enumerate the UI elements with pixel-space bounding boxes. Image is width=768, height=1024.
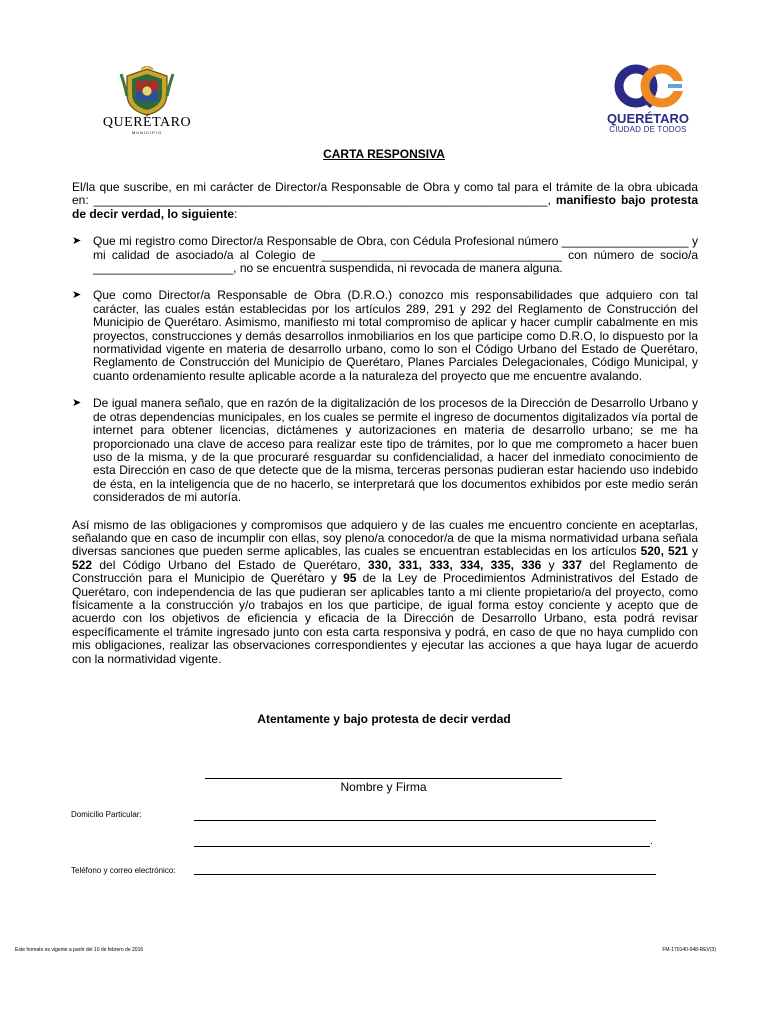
right-logo-sub: CIUDAD DE TODOS [609, 125, 687, 134]
intro-text: El/la que suscribe, en mi carácter de Director/a Responsable de Obra y como tal para el trámite de la obra ubicada en: ____________________________________________________________________, [72, 180, 698, 208]
domicilio-line-2 [194, 846, 650, 847]
signature-line [205, 778, 562, 779]
para-bold: 520, 521 [640, 544, 688, 559]
para-bold: 522 [72, 557, 93, 572]
item-registro-text: Que mi registro como Director/a Responsable de Obra, con Cédula Profesional número ___________________ y mi calidad de asociado/a al Colegio de ____________________________________ con número de socio/a _____________________, no se encuentra suspendida, ni revocada de manera alguna. [93, 234, 698, 276]
telefono-line [194, 874, 656, 875]
domicilio-end-dot: . [650, 836, 653, 847]
qc-logo-icon [612, 64, 684, 110]
right-logo-name: QUERÉTARO [606, 111, 690, 126]
document-title: CARTA RESPONSIVA [323, 147, 445, 161]
domicilio-line-1 [194, 820, 656, 821]
para-text: Así mismo de las obligaciones y compromisos que adquiero y de las cuales me encuentro conciente en aceptarlas, señalando que en caso de incumplir con ellas, soy pleno/a conocedor/a de que la misma normatividad urbana señala diversas sanciones que pueden serme aplicables, las cuales se encuentran establecidas en los artículos [72, 517, 698, 559]
para-text: de la Ley de Procedimientos Administrativos del Estado de Querétaro, con independencia de las que pudieran ser aplicables tanto a mi cliente propietario/a del proyecto, como físicamente a la construcción y/o trabajos en los que participe, de igual forma estoy conciente y acepto que de acuerdo con los objetivos de eficiencia y eficacia de la Dirección de Desarrollo Urbano, esta podrá revisar específicamente el trámite ingresado junto con esta carta responsiva y podrá, en caso de que no haya cumplido con mis obligaciones, realizar las observaciones correspondientes y ejecutar las acciones a que haya lugar de acuerdo con la normatividad vigente. [72, 571, 698, 666]
left-logo-sub: MUNICIPIO [131, 130, 163, 135]
footer-vigencia: Este formato es vigente a partir del 10 de febrero de 2016 [15, 947, 144, 953]
obligaciones-paragraph [72, 519, 698, 666]
para-text: y [541, 557, 562, 572]
list-item [72, 289, 698, 383]
document-body [72, 181, 698, 666]
closing-statement: Atentamente y bajo protesta de decir verdad [257, 712, 511, 726]
intro-paragraph [72, 181, 698, 221]
ciudad-de-todos-logo [602, 64, 694, 136]
intro-bold: manifiesto bajo protesta de decir verdad, lo siguiente [72, 193, 698, 221]
para-bold: 337 [561, 557, 583, 572]
footer-form-code: FM-170140-048-REV(3) [662, 947, 716, 953]
left-logo-name: QUERÉTARO [102, 115, 192, 130]
coat-of-arms-icon [119, 66, 175, 116]
arrow-bullet-icon: ➤ [72, 289, 82, 302]
para-bold: 95 [343, 571, 357, 586]
list-item [72, 397, 698, 504]
arrow-bullet-icon: ➤ [72, 397, 82, 410]
para-text: del Código Urbano del Estado de Querétaro, [92, 557, 368, 572]
intro-colon: : [234, 206, 238, 221]
para-bold: 330, 331, 333, 334, 335, 336 [368, 557, 542, 572]
telefono-label: Teléfono y correo electrónico: [71, 866, 176, 875]
domicilio-label: Domicilio Particular: [71, 810, 142, 819]
municipio-logo [95, 66, 199, 136]
arrow-bullet-icon: ➤ [72, 235, 82, 248]
para-text: del Reglamento de Construcción para el Municipio de Querétaro y [72, 557, 699, 586]
list-item [72, 235, 698, 275]
item-digitalizacion-text: De igual manera señalo, que en razón de la digitalización de los procesos de la Dirección de Desarrollo Urbano y de otras dependencias municipales, en los cuales se permite el ingreso de documentos digitalizados vía portal de internet para obtener licencias, dictámenes y autorizaciones en materia de desarrollo urbano; se me ha proporcionado una clave de acceso para realizar este tipo de trámites, por lo que me comprometo a hacer buen uso de la misma, y de la que procuraré resguardar su confidencialidad, a hacer del inmediato conocimiento de esta Dirección en caso de que detecte que de la misma, terceras personas pudieran estar haciendo uso indebido de ésta, en la inteligencia que de no hacerlo, se interpretará que los documentos exhibidos por este medio serán considerados de mi autoría. [93, 396, 698, 505]
para-text: y [687, 544, 699, 559]
item-responsabilidades-text: Que como Director/a Responsable de Obra (D.R.O.) conozco mis responsabilidades que adquiero con tal carácter, las cuales están establecidas por los artículos 289, 291 y 292 del Reglamento de Construcción del Municipio de Querétaro. Asimismo, manifiesto mi total compromiso de aplicar y hacer cumplir cabalmente en mis proyectos, construcciones y demás desarrollos inmobiliarios en los que participe como D.R.O, lo dispuesto por la normatividad vigente en materia de desarrollo urbano, como lo son el Código Urbano del Estado de Querétaro, Reglamento de Construcción del Municipio de Querétaro, Planes Parciales Delegacionales, Código Municipal, y cuanto ordenamiento resulte aplicable acorde a la naturaleza del proyecto que me encuentre avalando. [93, 288, 698, 383]
signature-label: Nombre y Firma [340, 780, 427, 794]
